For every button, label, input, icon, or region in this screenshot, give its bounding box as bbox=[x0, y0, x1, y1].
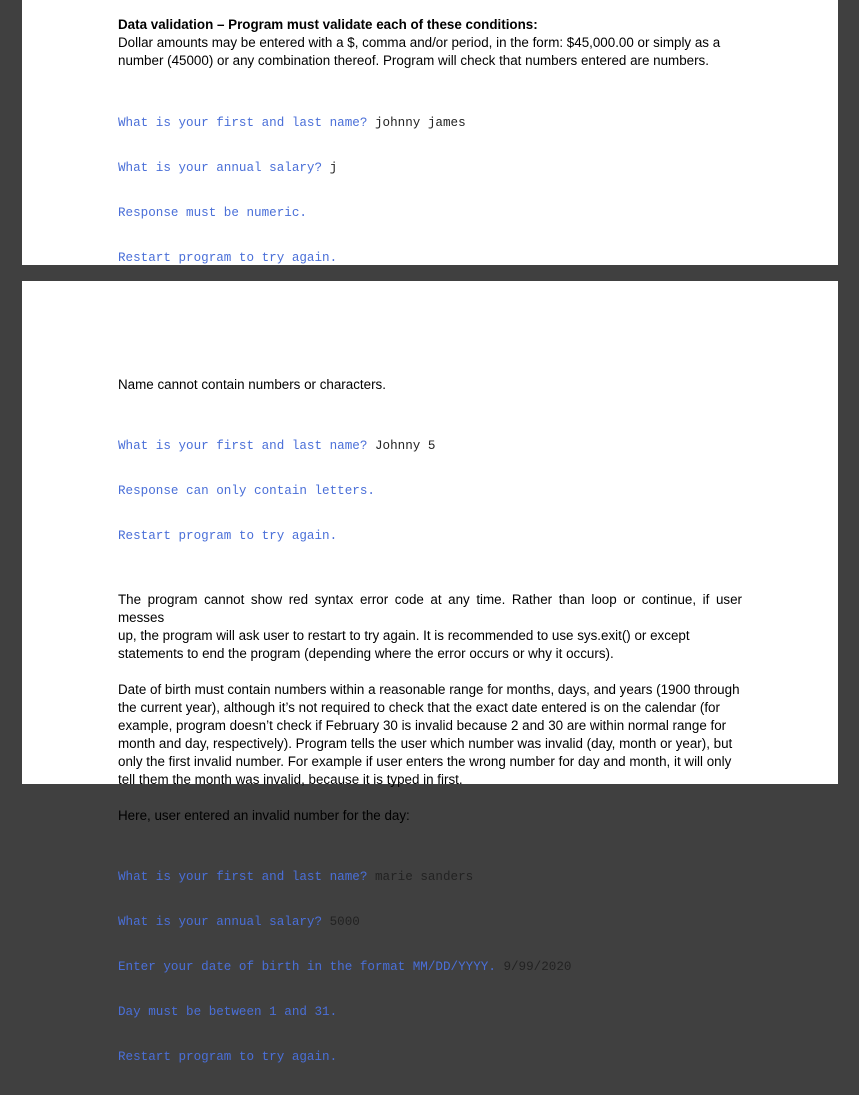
paragraph-line: Dollar amounts may be entered with a $, comma and/or period, in the form: $45,000.00 or simply as a bbox=[118, 35, 721, 50]
console-line: What is your first and last name? johnny james bbox=[118, 116, 466, 130]
document-page-1 bbox=[22, 0, 838, 265]
example-intro-text: Here, user entered an invalid number for the day: bbox=[118, 808, 410, 823]
console-line: Restart program to try again. bbox=[118, 529, 338, 543]
paragraph-line: the current year), although it’s not required to check that the exact date entered is on the calendar (for bbox=[118, 700, 720, 715]
page1-content bbox=[118, 16, 742, 296]
console-output-2 bbox=[118, 409, 742, 574]
paragraph-line: The program cannot show red syntax error code at any time. Rather than loop or continue, if user messes bbox=[118, 592, 742, 625]
console-line: Response can only contain letters. bbox=[118, 484, 375, 498]
console-output-1 bbox=[118, 86, 742, 296]
paragraph-line: statements to end the program (depending where the error occurs or why it occurs). bbox=[118, 646, 614, 661]
paragraph-line: number (45000) or any combination thereof. Program will check that numbers entered are numbers. bbox=[118, 53, 709, 68]
name-rule-text: Name cannot contain numbers or characters. bbox=[118, 377, 386, 392]
console-line: What is your first and last name? Johnny 5 bbox=[118, 439, 436, 453]
paragraph-line: example, program doesn’t check if February 30 is invalid because 2 and 30 are within normal range for bbox=[118, 718, 727, 733]
paragraph-line: month and day, respectively). Program tells the user which number was invalid (day, month or year), but bbox=[118, 736, 733, 751]
console-line: What is your annual salary? 5000 bbox=[118, 915, 360, 929]
console-line: Restart program to try again. bbox=[118, 1050, 338, 1064]
dob-rule-paragraph bbox=[118, 681, 742, 789]
console-line: Enter your date of birth in the format MM/DD/YYYY. 9/99/2020 bbox=[118, 960, 572, 974]
paragraph-line: tell them the month was invalid, because it is typed in first. bbox=[118, 772, 463, 787]
paragraph-line: up, the program will ask user to restart to try again. It is recommended to use sys.exit() or except bbox=[118, 628, 690, 643]
document-page-2 bbox=[22, 281, 838, 1064]
syntax-error-paragraph bbox=[118, 591, 742, 663]
console-line: What is your first and last name? marie sanders bbox=[118, 870, 474, 884]
console-line: Day must be between 1 and 31. bbox=[118, 1005, 338, 1019]
validation-heading: Data validation – Program must validate each of these conditions: bbox=[118, 17, 538, 32]
console-line: Restart program to try again. bbox=[118, 251, 338, 265]
paragraph-line: Date of birth must contain numbers within a reasonable range for months, days, and years (1900 through bbox=[118, 682, 740, 697]
dollar-rule-paragraph bbox=[118, 34, 742, 70]
console-line: Response must be numeric. bbox=[118, 206, 307, 220]
page2-content bbox=[118, 376, 742, 1095]
paragraph-line: only the first invalid number. For example if user enters the wrong number for day and month, it will only bbox=[118, 754, 732, 769]
console-output-3 bbox=[118, 840, 742, 1095]
console-line: What is your annual salary? j bbox=[118, 161, 338, 175]
